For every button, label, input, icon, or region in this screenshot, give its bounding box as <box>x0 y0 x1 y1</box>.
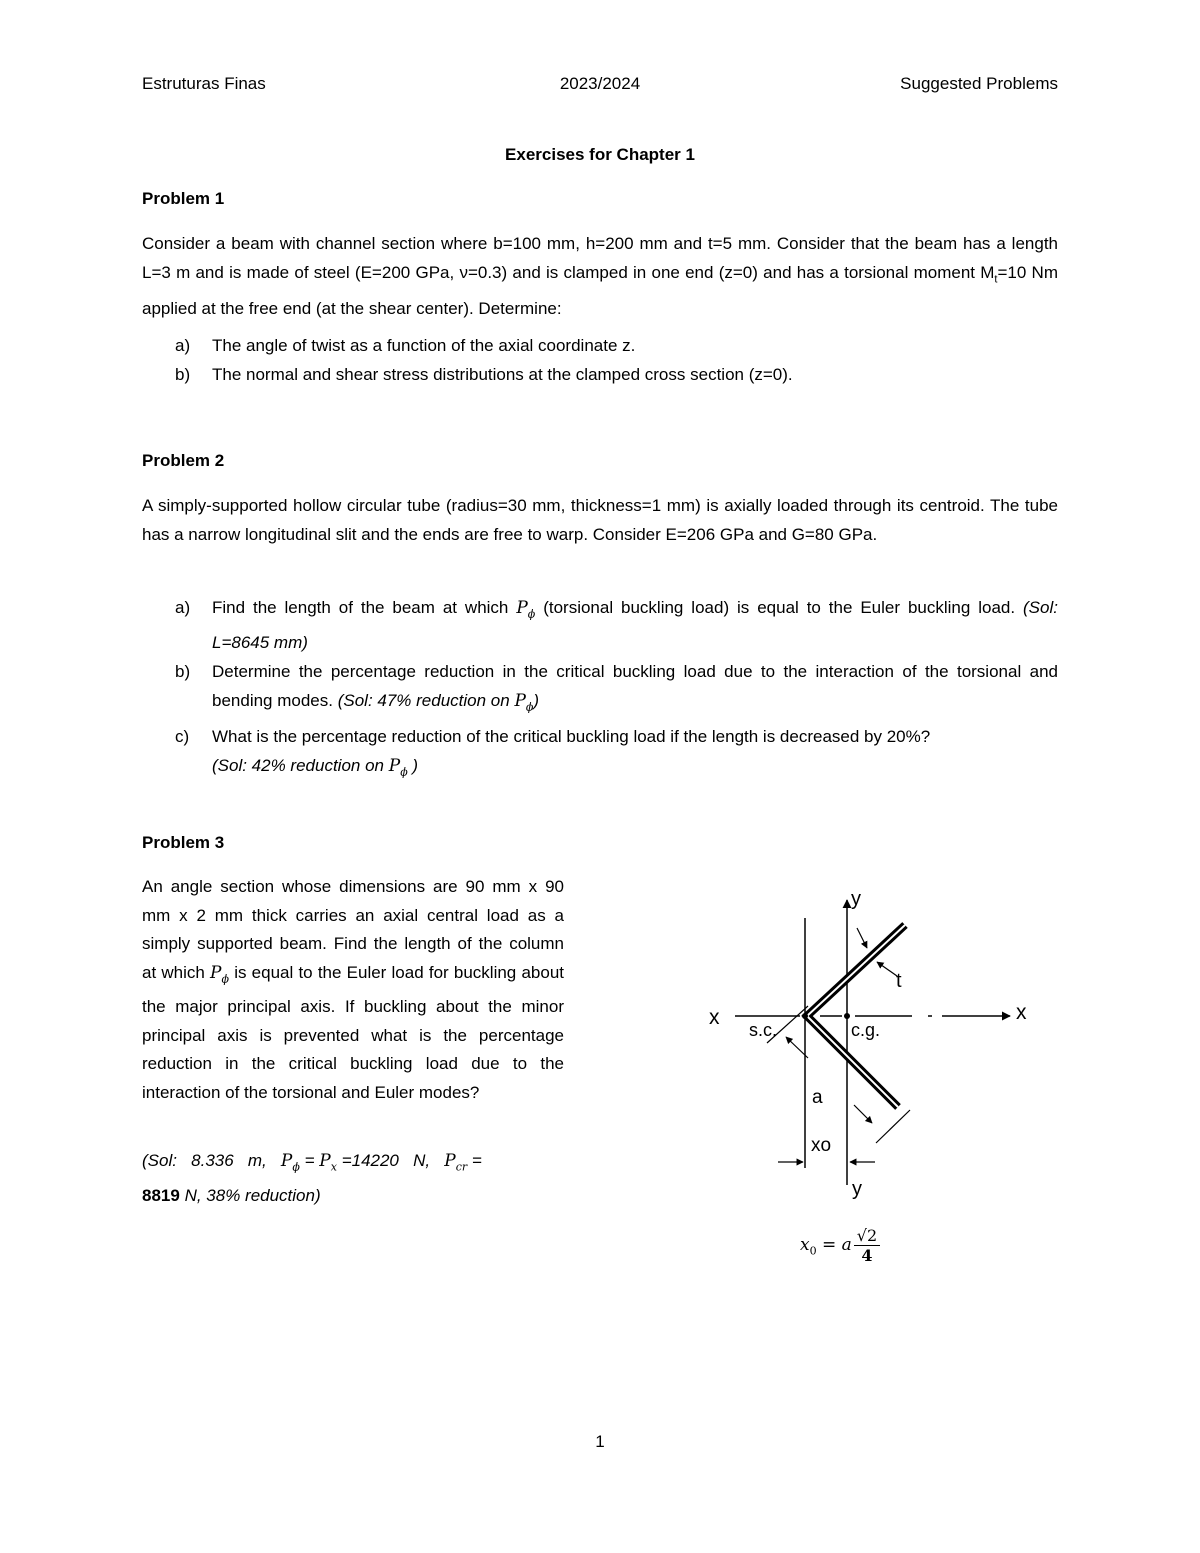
page-number: 1 <box>595 1432 605 1451</box>
shear-center-label: s.c. <box>749 1020 778 1040</box>
x-axis-left-label: x <box>709 1006 720 1029</box>
problem-3-text: An angle section whose dimensions are 90 mm x 90 mm x 2 mm thick carries an axial central load as a simply supported beam. Find the length of the column at which $P_\phi$ is equal to the Euler load for buckling about the major principal axis. If buckling about the minor principal axis is prevented what is the percentage reduction in the critical buckling load due to the interaction of the torsional and Euler modes? <box>142 877 564 1102</box>
problem-2-list <box>142 593 1058 786</box>
header-center: 2023/2024 <box>559 74 641 93</box>
dimension-a-label: a <box>812 1087 823 1108</box>
problem-2-title: Problem 2 <box>142 451 225 470</box>
x0-formula: $x_0 = a$ $\frac{√2}{4}$ <box>800 1226 880 1265</box>
problem-3-solution: (Sol: 8.336 m, $P_\phi = P_x =14220$ N, $P_{cr}$ = 8819 N, 38% reduction) <box>142 1151 482 1205</box>
axes <box>735 900 1010 1185</box>
thickness-label: t <box>896 970 902 992</box>
problem-1-text: Consider a beam with channel section where b=100 mm, h=200 mm and t=5 mm. Consider that the beam has a length L=3 m and is made of steel (E=200 GPa, ν=0.3) and is clamped in one end (z=0) and has a torsional moment $M_t=10$ Nm applied at the free end (at the shear center). Determine: <box>142 234 1059 319</box>
problem-3-title: Problem 3 <box>142 833 225 852</box>
list-item: a) The angle of twist as a function of the axial coordinate z. <box>175 336 636 355</box>
header-right: Suggested Problems <box>900 74 1058 93</box>
list-item: c) What is the percentage reduction of the critical buckling load if the length is decreased by 20%? (Sol: 42% reduction on $P_\phi$ ) <box>175 726 931 779</box>
problem-1-list <box>142 331 1058 389</box>
x0-label: xo <box>811 1135 832 1156</box>
list-item: b) The normal and shear stress distributions at the clamped cross section (z=0). <box>175 365 793 384</box>
header-left: Estruturas Finas <box>142 74 266 93</box>
angle-section-figure <box>700 882 1040 1202</box>
y-axis-bottom-label: y <box>852 1178 862 1200</box>
centroid-label: c.g. <box>851 1020 881 1040</box>
page-title: Exercises for Chapter 1 <box>505 145 695 164</box>
list-item: b) Determine the percentage reduction in the critical buckling load due to the interaction of the torsional and bending modes. (Sol: 47% reduction on $P_\phi$) <box>175 662 1058 714</box>
x-axis-right-label: x <box>1016 1001 1027 1024</box>
centroid-point <box>844 1013 850 1019</box>
y-axis-top-label: y <box>851 888 861 910</box>
list-item: a) Find the length of the beam at which $P_\phi$ (torsional buckling load) is equal to the Euler buckling load. (Sol: L=8645 mm) <box>175 598 1058 653</box>
problem-2-text: A simply-supported hollow circular tube (radius=30 mm, thickness=1 mm) is axially loaded through its centroid. The tube has a narrow longitudinal slit and the ends are free to warp. Consider E=206 GPa and G=80 GPa. <box>142 496 1058 544</box>
shear-center-point <box>802 1013 808 1019</box>
problem-1-title: Problem 1 <box>142 189 225 208</box>
